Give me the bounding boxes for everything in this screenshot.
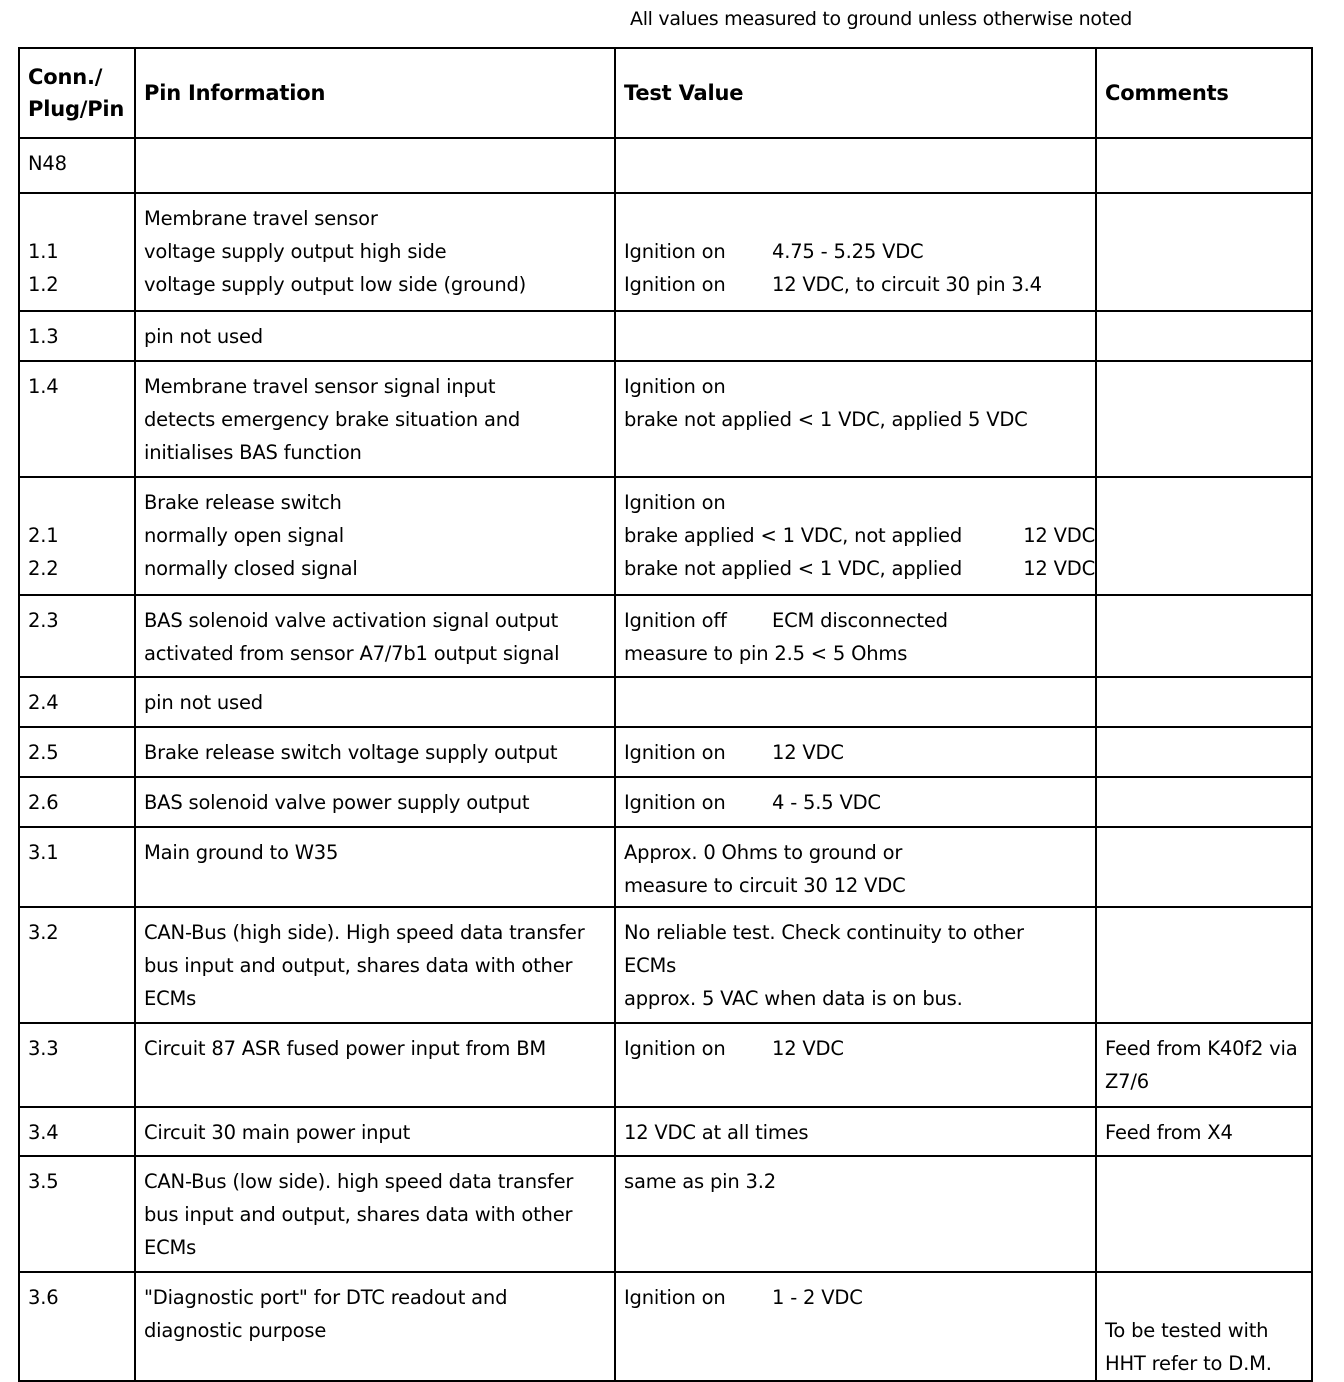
cell-line bbox=[624, 786, 1087, 819]
cell-line: 2.6 bbox=[28, 791, 59, 814]
comments-cell bbox=[1096, 1023, 1312, 1107]
cell-line: detects emergency brake situation and bbox=[144, 408, 521, 431]
table-row bbox=[19, 827, 1312, 907]
cell-line: 2.1 bbox=[28, 524, 59, 547]
pin-info-cell bbox=[135, 361, 615, 477]
cell-line: 2.3 bbox=[28, 609, 59, 632]
test-value-cell bbox=[615, 777, 1096, 827]
pin-info-cell bbox=[135, 595, 615, 677]
test-condition: Ignition on bbox=[624, 491, 726, 514]
test-value: 4 - 5.5 VDC bbox=[772, 791, 881, 814]
comments-cell bbox=[1096, 827, 1312, 907]
table-row bbox=[19, 727, 1312, 777]
cell-line: bus input and output, shares data with other bbox=[144, 1203, 573, 1226]
cell-line: To be tested with bbox=[1105, 1319, 1269, 1342]
test-condition: Ignition on bbox=[624, 741, 726, 764]
cell-line bbox=[624, 235, 1087, 268]
pin-cell bbox=[19, 727, 135, 777]
cell-line: BAS solenoid valve power supply output bbox=[144, 791, 530, 814]
test-value-cell bbox=[615, 361, 1096, 477]
pin-info-cell bbox=[135, 311, 615, 361]
cell-line bbox=[624, 604, 1087, 637]
table-row bbox=[19, 1272, 1312, 1381]
cell-line: normally open signal bbox=[144, 524, 345, 547]
cell-line bbox=[28, 202, 126, 235]
test-condition: Ignition on bbox=[624, 273, 726, 296]
measurement-note: All values measured to ground unless otherwise noted bbox=[630, 8, 1132, 30]
comments-cell bbox=[1096, 361, 1312, 477]
test-condition: brake not applied < 1 VDC, applied bbox=[624, 557, 963, 580]
cell-line bbox=[624, 370, 1087, 403]
cell-line: normally closed signal bbox=[144, 557, 358, 580]
cell-line: pin not used bbox=[144, 691, 263, 714]
comments-cell bbox=[1096, 677, 1312, 727]
table-row bbox=[19, 1107, 1312, 1156]
test-value-cell bbox=[615, 1107, 1096, 1156]
cell-line: pin not used bbox=[144, 325, 263, 348]
comments-cell bbox=[1096, 1107, 1312, 1156]
cell-line: Circuit 30 main power input bbox=[144, 1121, 411, 1144]
test-value: 1 - 2 VDC bbox=[772, 1286, 863, 1309]
cell-line: N48 bbox=[28, 152, 67, 175]
test-condition: Ignition on bbox=[624, 1037, 726, 1060]
pin-info-cell bbox=[135, 907, 615, 1023]
cell-line bbox=[28, 486, 126, 519]
pin-table bbox=[18, 47, 1313, 1382]
test-condition: brake applied < 1 VDC, not applied bbox=[624, 524, 963, 547]
cell-line: 2.2 bbox=[28, 557, 59, 580]
comments-cell bbox=[1096, 1272, 1312, 1381]
cell-line: Brake release switch bbox=[144, 491, 342, 514]
cell-line bbox=[624, 1281, 1087, 1314]
pin-info-cell bbox=[135, 777, 615, 827]
test-condition: measure to pin 2.5 < 5 Ohms bbox=[624, 642, 908, 665]
cell-line: 1.4 bbox=[28, 375, 59, 398]
cell-line: Circuit 87 ASR fused power input from BM bbox=[144, 1037, 547, 1060]
cell-line: 1.2 bbox=[28, 273, 59, 296]
comments-cell bbox=[1096, 1156, 1312, 1272]
test-condition: No reliable test. Check continuity to other bbox=[624, 921, 1024, 944]
test-value-cell bbox=[615, 1023, 1096, 1107]
header-comments: Comments bbox=[1096, 48, 1312, 138]
table-row bbox=[19, 311, 1312, 361]
comments-cell bbox=[1096, 138, 1312, 193]
table-row bbox=[19, 193, 1312, 311]
test-condition: Ignition on bbox=[624, 375, 726, 398]
test-value-cell bbox=[615, 138, 1096, 193]
cell-line bbox=[624, 949, 1087, 982]
cell-line: ECMs bbox=[144, 987, 197, 1010]
test-value-cell bbox=[615, 727, 1096, 777]
test-condition: Ignition on bbox=[624, 791, 726, 814]
cell-line: 1.1 bbox=[28, 240, 59, 263]
cell-line: Membrane travel sensor bbox=[144, 207, 378, 230]
test-value: 4.75 - 5.25 VDC bbox=[772, 240, 924, 263]
test-value: 12 VDC, to circuit 30 pin 3.4 bbox=[772, 273, 1042, 296]
comments-cell bbox=[1096, 595, 1312, 677]
pin-info-cell bbox=[135, 677, 615, 727]
table-row bbox=[19, 138, 1312, 193]
pin-info-cell bbox=[135, 193, 615, 311]
test-value-cell bbox=[615, 193, 1096, 311]
cell-line: Z7/6 bbox=[1105, 1070, 1149, 1093]
test-condition: Ignition on bbox=[624, 240, 726, 263]
cell-line: BAS solenoid valve activation signal output bbox=[144, 609, 559, 632]
test-value: 12 VDC bbox=[1023, 557, 1095, 580]
cell-line: ECMs bbox=[144, 1236, 197, 1259]
pin-cell bbox=[19, 1156, 135, 1272]
comments-cell bbox=[1096, 907, 1312, 1023]
cell-line: Brake release switch voltage supply output bbox=[144, 741, 558, 764]
pin-cell bbox=[19, 361, 135, 477]
cell-line bbox=[624, 916, 1087, 949]
cell-line: 3.4 bbox=[28, 1121, 59, 1144]
pin-info-cell bbox=[135, 138, 615, 193]
pin-cell bbox=[19, 907, 135, 1023]
test-value: ECM disconnected bbox=[772, 609, 948, 632]
test-value: 12 VDC bbox=[1023, 524, 1095, 547]
cell-line: 3.2 bbox=[28, 921, 59, 944]
comments-cell bbox=[1096, 727, 1312, 777]
pin-info-cell bbox=[135, 1107, 615, 1156]
test-condition: Approx. 0 Ohms to ground or bbox=[624, 841, 903, 864]
test-condition: ECMs bbox=[624, 954, 677, 977]
cell-line bbox=[1105, 1281, 1303, 1314]
table-row bbox=[19, 1023, 1312, 1107]
test-value-cell bbox=[615, 1156, 1096, 1272]
cell-line: "Diagnostic port" for DTC readout and bbox=[144, 1286, 508, 1309]
cell-line: 2.5 bbox=[28, 741, 59, 764]
cell-line bbox=[624, 202, 1087, 235]
pin-cell bbox=[19, 827, 135, 907]
pin-cell bbox=[19, 138, 135, 193]
cell-line: CAN-Bus (high side). High speed data transfer bbox=[144, 921, 585, 944]
cell-line: Feed from K40f2 via bbox=[1105, 1037, 1298, 1060]
comments-cell bbox=[1096, 311, 1312, 361]
cell-line bbox=[624, 869, 1087, 902]
test-condition: same as pin 3.2 bbox=[624, 1170, 776, 1193]
cell-line: bus input and output, shares data with other bbox=[144, 954, 573, 977]
test-value-cell bbox=[615, 1272, 1096, 1381]
header-conn-plug-pin bbox=[19, 48, 135, 138]
test-condition: approx. 5 VAC when data is on bus. bbox=[624, 987, 963, 1010]
pin-info-cell bbox=[135, 1156, 615, 1272]
cell-line bbox=[624, 1116, 1087, 1149]
table-row bbox=[19, 907, 1312, 1023]
pin-cell bbox=[19, 311, 135, 361]
cell-line bbox=[624, 982, 1087, 1015]
table-row bbox=[19, 477, 1312, 595]
test-value-cell bbox=[615, 677, 1096, 727]
pin-cell bbox=[19, 1107, 135, 1156]
pin-cell bbox=[19, 1023, 135, 1107]
table-row bbox=[19, 595, 1312, 677]
test-condition: Ignition on bbox=[624, 1286, 726, 1309]
table-row bbox=[19, 361, 1312, 477]
cell-line bbox=[624, 1165, 1087, 1198]
test-condition: Ignition off bbox=[624, 609, 727, 632]
test-value: 12 VDC bbox=[772, 1037, 844, 1060]
pin-cell bbox=[19, 677, 135, 727]
pin-cell bbox=[19, 595, 135, 677]
cell-line: Feed from X4 bbox=[1105, 1121, 1233, 1144]
pin-info-cell bbox=[135, 1023, 615, 1107]
cell-line: Membrane travel sensor signal input bbox=[144, 375, 496, 398]
cell-line: initialises BAS function bbox=[144, 441, 362, 464]
table-row bbox=[19, 1156, 1312, 1272]
header-pin-information: Pin Information bbox=[135, 48, 615, 138]
pin-cell bbox=[19, 477, 135, 595]
cell-line: 1.3 bbox=[28, 325, 59, 348]
cell-line bbox=[624, 486, 1087, 519]
pin-info-cell bbox=[135, 1272, 615, 1381]
pin-cell bbox=[19, 777, 135, 827]
cell-line bbox=[624, 519, 1095, 552]
test-value-cell bbox=[615, 907, 1096, 1023]
comments-cell bbox=[1096, 777, 1312, 827]
cell-line: activated from sensor A7/7b1 output signal bbox=[144, 642, 560, 665]
cell-line bbox=[624, 637, 1087, 670]
cell-line bbox=[624, 1032, 1087, 1065]
test-condition: brake not applied < 1 VDC, applied 5 VDC bbox=[624, 408, 1028, 431]
header-test-value: Test Value bbox=[615, 48, 1096, 138]
cell-line bbox=[624, 552, 1095, 585]
cell-line: HHT refer to D.M. bbox=[1105, 1352, 1272, 1375]
test-value-cell bbox=[615, 595, 1096, 677]
cell-line: 3.5 bbox=[28, 1170, 59, 1193]
cell-line bbox=[624, 268, 1087, 301]
header-label: Conn./ Plug/Pin bbox=[28, 65, 125, 121]
cell-line bbox=[624, 736, 1087, 769]
cell-line: 3.3 bbox=[28, 1037, 59, 1060]
cell-line bbox=[624, 836, 1087, 869]
cell-line: diagnostic purpose bbox=[144, 1319, 327, 1342]
cell-line: CAN-Bus (low side). high speed data transfer bbox=[144, 1170, 574, 1193]
pin-info-cell bbox=[135, 477, 615, 595]
test-condition: 12 VDC at all times bbox=[624, 1121, 809, 1144]
test-value-cell bbox=[615, 311, 1096, 361]
test-value: 12 VDC bbox=[772, 741, 844, 764]
cell-line: 3.1 bbox=[28, 841, 59, 864]
cell-line: 3.6 bbox=[28, 1286, 59, 1309]
table-row bbox=[19, 677, 1312, 727]
cell-line: voltage supply output high side bbox=[144, 240, 447, 263]
pin-info-cell bbox=[135, 827, 615, 907]
cell-line: voltage supply output low side (ground) bbox=[144, 273, 527, 296]
pin-cell bbox=[19, 1272, 135, 1381]
comments-cell bbox=[1096, 477, 1312, 595]
cell-line: 2.4 bbox=[28, 691, 59, 714]
test-condition: measure to circuit 30 12 VDC bbox=[624, 874, 906, 897]
table-row bbox=[19, 777, 1312, 827]
pin-cell bbox=[19, 193, 135, 311]
test-value-cell bbox=[615, 827, 1096, 907]
cell-line: Main ground to W35 bbox=[144, 841, 339, 864]
cell-line bbox=[624, 403, 1087, 436]
comments-cell bbox=[1096, 193, 1312, 311]
test-value-cell bbox=[615, 477, 1096, 595]
header-row bbox=[19, 48, 1312, 138]
pin-info-cell bbox=[135, 727, 615, 777]
